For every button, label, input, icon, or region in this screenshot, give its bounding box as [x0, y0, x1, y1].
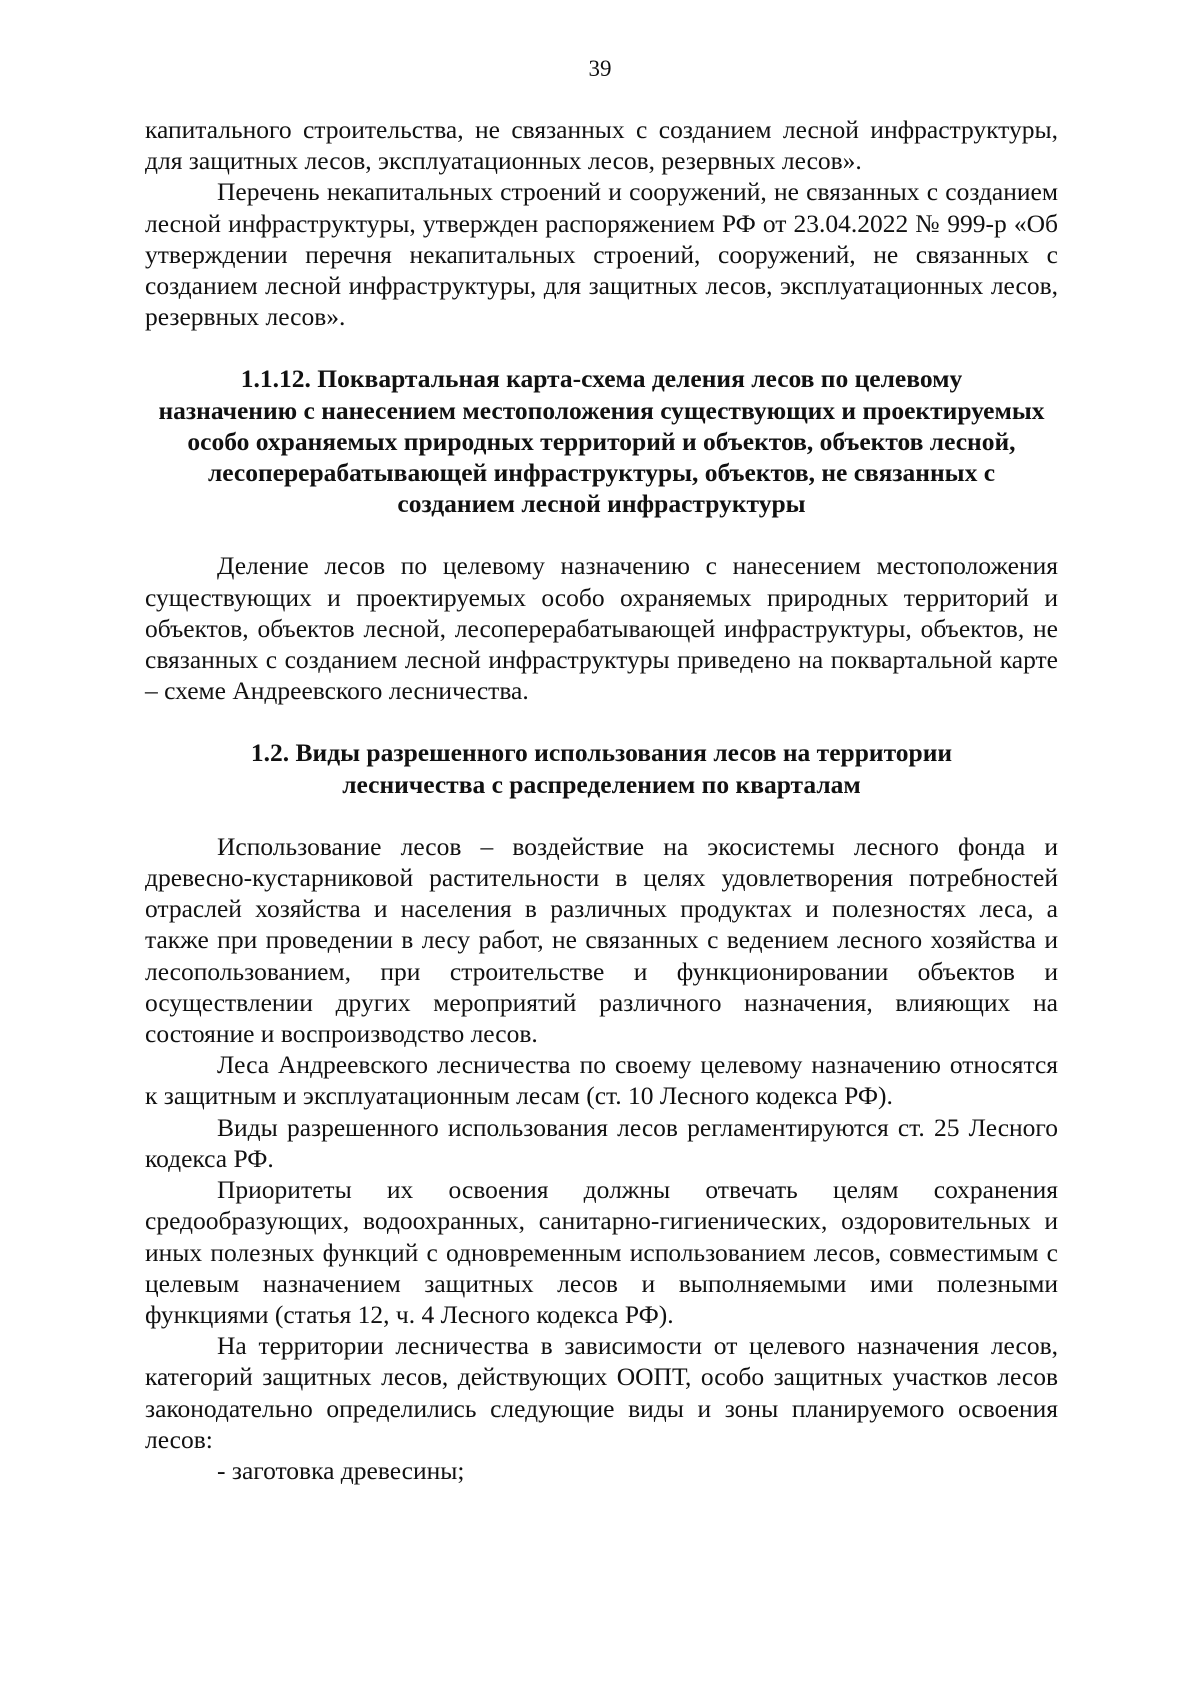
section-heading-1-2 — [145, 737, 1058, 799]
paragraph-priorities: Приоритеты их освоения должны отвечать целям сохранения средообразующих, водоохранных, санитарно-гигиенических, оздоровительных и иных полезных функций с одновременным использованием лесов, совместимым с целевым назначением защитных лесов и выполняемыми ими полезными функциями (статья 12, ч. 4 Лесного кодекса РФ). — [145, 1175, 1058, 1329]
paragraph-zones: На территории лесничества в зависимости от целевого назначения лесов, категорий защитных лесов, действующих ООПТ, особо защитных участков лесов законодательно определились следующие виды и зоны планируемого освоения лесов: — [145, 1331, 1058, 1454]
paragraph-forest-purpose: Леса Андреевского лесничества по своему целевому назначению относятся к защитным и эксплуатационным лесам (ст. 10 Лесного кодекса РФ). — [145, 1050, 1058, 1111]
heading-line: созданием лесной инфраструктуры — [397, 489, 806, 519]
paragraph-list-of-structures: Перечень некапитальных строений и сооружений, не связанных с созданием лесной инфраструктуры, утвержден распоряжением РФ от 23.04.2022 № 999-р «Об утверждении перечня некапитальных строений, сооружений, не связанных с созданием лесной инфраструктуры, для защитных лесов, эксплуатационных лесов, резервных лесов». — [145, 177, 1058, 332]
paragraph-forest-use-definition: Использование лесов – воздействие на экосистемы лесного фонда и древесно-кустарниковой растительности в целях удовлетворения потребностей отраслей хозяйства и населения в различных продуктах и полезностях леса, а также при проведении в лесу работ, не связанных с ведением лесного хозяйства и лесопользованием, при строительстве и функционировании объектов и осуществлении других мероприятий различного назначения, влияющих на состояние и воспроизводство лесов. — [145, 831, 1058, 1049]
section-heading-1-1-12 — [145, 363, 1058, 519]
page-content — [145, 114, 1058, 1486]
heading-line: 1.1.12. Поквартальная карта-схема деления лесов по целевому — [240, 364, 963, 394]
heading-line: назначению с нанесением местоположения существующих и проектируемых — [158, 395, 1045, 425]
page-number: 39 — [588, 56, 612, 81]
paragraph-forest-division: Деление лесов по целевому назначению с нанесением местоположения существующих и проектируемых особо охраняемых природных территорий и объектов, объектов лесной, лесоперерабатывающей инфраструктуры, объектов, не связанных с созданием лесной инфраструктуры приведено на поквартальной карте – схеме Андреевского лесничества. — [145, 551, 1058, 706]
paragraph-permitted-uses: Виды разрешенного использования лесов регламентируются ст. 25 Лесного кодекса РФ. — [145, 1112, 1058, 1173]
list-item-timber-harvesting: - заготовка древесины; — [217, 1455, 465, 1485]
paragraph-continuation: капитального строительства, не связанных с созданием лесной инфраструктуры, для защитных лесов, эксплуатационных лесов, резервных лесов». — [145, 115, 1058, 176]
heading-line: особо охраняемых природных территорий и объектов, объектов лесной, — [187, 426, 1016, 456]
heading-line: лесоперерабатывающей инфраструктуры, объектов, не связанных с — [207, 458, 996, 488]
heading-line: лесничества с распределением по кварталам — [342, 769, 861, 799]
heading-line: 1.2. Виды разрешенного использования лесов на территории — [250, 738, 953, 768]
